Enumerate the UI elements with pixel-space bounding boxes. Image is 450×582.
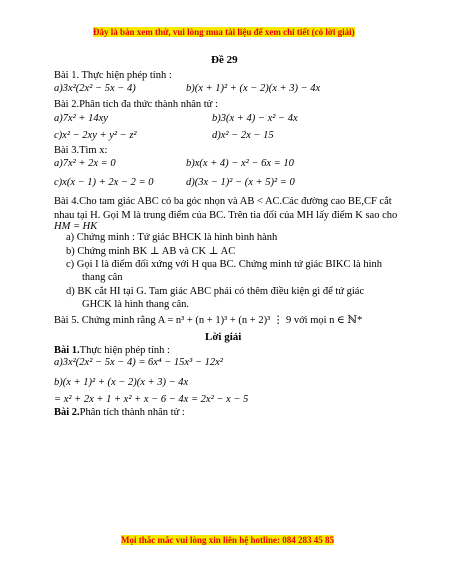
footer-text: Mọi thắc mắc vui lòng xin liên hệ hotline: 084 283 45 85: [121, 535, 335, 545]
solution-line-3: = x² + 2x + 1 + x² + x − 6 − 4x = 2x² − x − 5: [54, 394, 249, 405]
solution-bai2-text: Phân tích thành nhân tử :: [79, 407, 185, 418]
solution-title: Lời giải: [205, 331, 242, 343]
bai3-d: d)(3x − 1)² − (x + 5)² = 0: [186, 177, 295, 188]
bai2-c: c)x² − 2xy + y² − z²: [54, 130, 137, 141]
solution-bai1-title: [54, 345, 170, 356]
bai4-line3: HM = HK: [54, 221, 98, 232]
solution-bai1-label: Bài 1.: [54, 345, 80, 356]
bai4-d1: d) BK cắt HI tại G. Tam giác ABC phải có thêm điều kiện gì để tứ giác: [66, 286, 365, 297]
bai3-title: Bài 3.Tìm x:: [54, 145, 108, 156]
bai4-b: b) Chứng minh BK ⊥ AB và CK ⊥ AC: [66, 246, 236, 257]
bai2-a: a)7x² + 14xy: [54, 113, 108, 124]
bai2-title: Bài 2.Phân tích đa thức thành nhân tử :: [54, 99, 218, 110]
solution-line-1: a)3x²(2x² − 5x − 4) = 6x⁴ − 15x³ − 12x²: [54, 357, 223, 368]
bai4-c1: c) Gọi I là điểm đối xứng với H qua BC. Chứng minh tứ giác BIKC là hình: [66, 259, 383, 270]
bai3-b: b)x(x + 4) − x² − 6x = 10: [186, 158, 294, 169]
solution-bai2-label: Bài 2.: [54, 407, 80, 418]
header-banner: [93, 27, 355, 37]
solution-bai2-title: [54, 407, 185, 418]
bai1-b: b)(x + 1)² + (x − 2)(x + 3) − 4x: [186, 83, 321, 94]
bai4-a: a) Chứng minh : Tứ giác BHCK là hình bình hành: [66, 232, 278, 243]
bai4-d2: GHCK là hình thang cân.: [82, 299, 190, 310]
bai1-title: Bài 1. Thực hiện phép tính :: [54, 70, 172, 81]
bai2-b: b)3(x + 4) − x² − 4x: [212, 113, 298, 124]
bai5-text: Bài 5. Chứng minh rằng A = n³ + (n + 1)³ + (n + 2)³ ⋮ 9 với mọi n ∈ ℕ*: [54, 315, 363, 326]
bai3-c: c)x(x − 1) + 2x − 2 = 0: [54, 177, 154, 188]
bai4-line1: Bài 4.Cho tam giác ABC có ba góc nhọn và AB < AC.Các đường cao BE,CF cắt: [54, 196, 392, 207]
bai4-c2: thang cân: [82, 272, 123, 283]
bai2-d: d)x² − 2x − 15: [212, 130, 274, 141]
doc-title: Đề 29: [211, 54, 238, 66]
solution-line-2: b)(x + 1)² + (x − 2)(x + 3) − 4x: [54, 377, 189, 388]
solution-bai1-text: Thực hiện phép tính :: [79, 345, 170, 356]
header-text: Đây là bản xem thử, vui lòng mua tài liệu để xem chi tiết (có lời giải): [93, 27, 355, 37]
bai3-a: a)7x² + 2x = 0: [54, 158, 116, 169]
footer-banner: [121, 535, 334, 545]
bai4-line2: nhau tại H. Gọi M là trung điểm của BC. Trên tia đối của MH lấy điểm K sao cho: [54, 210, 398, 221]
bai1-a: a)3x²(2x² − 5x − 4): [54, 83, 136, 94]
